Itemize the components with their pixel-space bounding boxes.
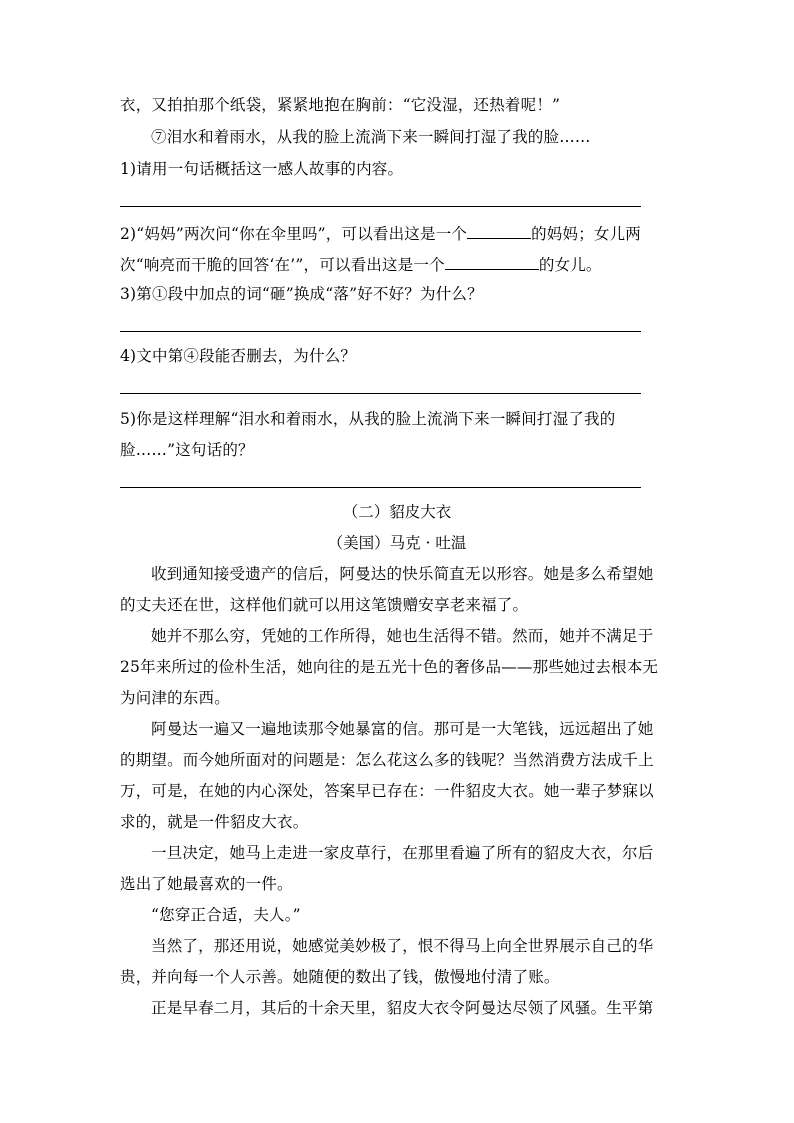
question-3: 3)第①段中加点的词“砸”换成“落”好不好？为什么？ bbox=[120, 285, 483, 303]
question-5-line-2: 脸……”这句话的？ bbox=[120, 441, 254, 459]
story-two-line: 选出了她最喜欢的一件。 bbox=[120, 875, 293, 893]
question-2-text: 次“响亮而干脆的回答‘在’”，可以看出这是一个 bbox=[120, 256, 445, 274]
story-two-line: 25年来所过的俭朴生活，她向往的是五光十色的奢侈品——那些她过去根本无 bbox=[120, 658, 659, 676]
question-1: 1)请用一句话概括这一感人故事的内容。 bbox=[120, 160, 404, 178]
answer-line[interactable] bbox=[120, 331, 641, 332]
fill-blank-1[interactable] bbox=[467, 222, 531, 239]
question-5-line-1: 5)你是这样理解“泪水和着雨水，从我的脸上流淌下来一瞬间打湿了我的 bbox=[120, 410, 616, 428]
story-two-line: 正是早春二月，其后的十余天里，貂皮大衣令阿曼达尽领了风骚。生平第 bbox=[151, 999, 654, 1017]
story-two-title: （二）貂皮大衣 bbox=[342, 503, 452, 521]
question-2-line-2 bbox=[120, 253, 674, 275]
question-2-text: 的妈妈；女儿两 bbox=[531, 225, 642, 243]
story-two-line: 的期望。而今她所面对的问题是：怎么花这么多的钱呢？当然消费方法成千上 bbox=[120, 751, 654, 769]
answer-line[interactable] bbox=[120, 393, 641, 394]
question-2-line-1 bbox=[120, 222, 674, 244]
story-one-text-line: ⑦泪水和着雨水，从我的脸上流淌下来一瞬间打湿了我的脸…… bbox=[151, 128, 591, 146]
question-4: 4)文中第④段能否删去，为什么？ bbox=[120, 347, 357, 365]
story-two-line: 的丈夫还在世，这样他们就可以用这笔馈赠安享老来福了。 bbox=[120, 596, 529, 614]
story-two-line: 她并不那么穷，凭她的工作所得，她也生活得不错。然而，她并不满足于 bbox=[151, 627, 654, 645]
story-two-line: 万，可是，在她的内心深处，答案早已存在：一件貂皮大衣。她一辈子梦寐以 bbox=[120, 782, 654, 800]
question-2-text: 的女儿。 bbox=[538, 256, 602, 274]
story-two-author: （美国）马克 · 吐温 bbox=[327, 534, 467, 552]
answer-line[interactable] bbox=[120, 487, 641, 488]
story-one-text-line: 衣，又拍拍那个纸袋，紧紧地抱在胸前：“它没湿，还热着呢！” bbox=[120, 96, 561, 114]
question-2-text: 2)“妈妈”两次问“你在伞里吗”，可以看出这是一个 bbox=[120, 225, 468, 243]
story-two-line: 一旦决定，她马上走进一家皮草行，在那里看遍了所有的貂皮大衣，尔后 bbox=[151, 844, 654, 862]
story-two-line: 阿曼达一遍又一遍地读那令她暴富的信。那可是一大笔钱，远远超出了她 bbox=[151, 720, 654, 738]
story-two-line: 当然了，那还用说，她感觉美妙极了，恨不得马上向全世界展示自己的华 bbox=[151, 937, 654, 955]
story-two-line: 贵，并向每一个人示善。她随便的数出了钱，傲慢地付清了账。 bbox=[120, 968, 560, 986]
story-two-line: 求的，就是一件貂皮大衣。 bbox=[120, 813, 309, 831]
answer-line[interactable] bbox=[120, 206, 641, 207]
fill-blank-2[interactable] bbox=[445, 253, 539, 270]
story-two-line: “您穿正合适，夫人。” bbox=[151, 906, 301, 924]
story-two-line: 收到通知接受遗产的信后，阿曼达的快乐简直无以形容。她是多么希望她 bbox=[151, 565, 654, 583]
story-two-line: 为问津的东西。 bbox=[120, 689, 230, 707]
